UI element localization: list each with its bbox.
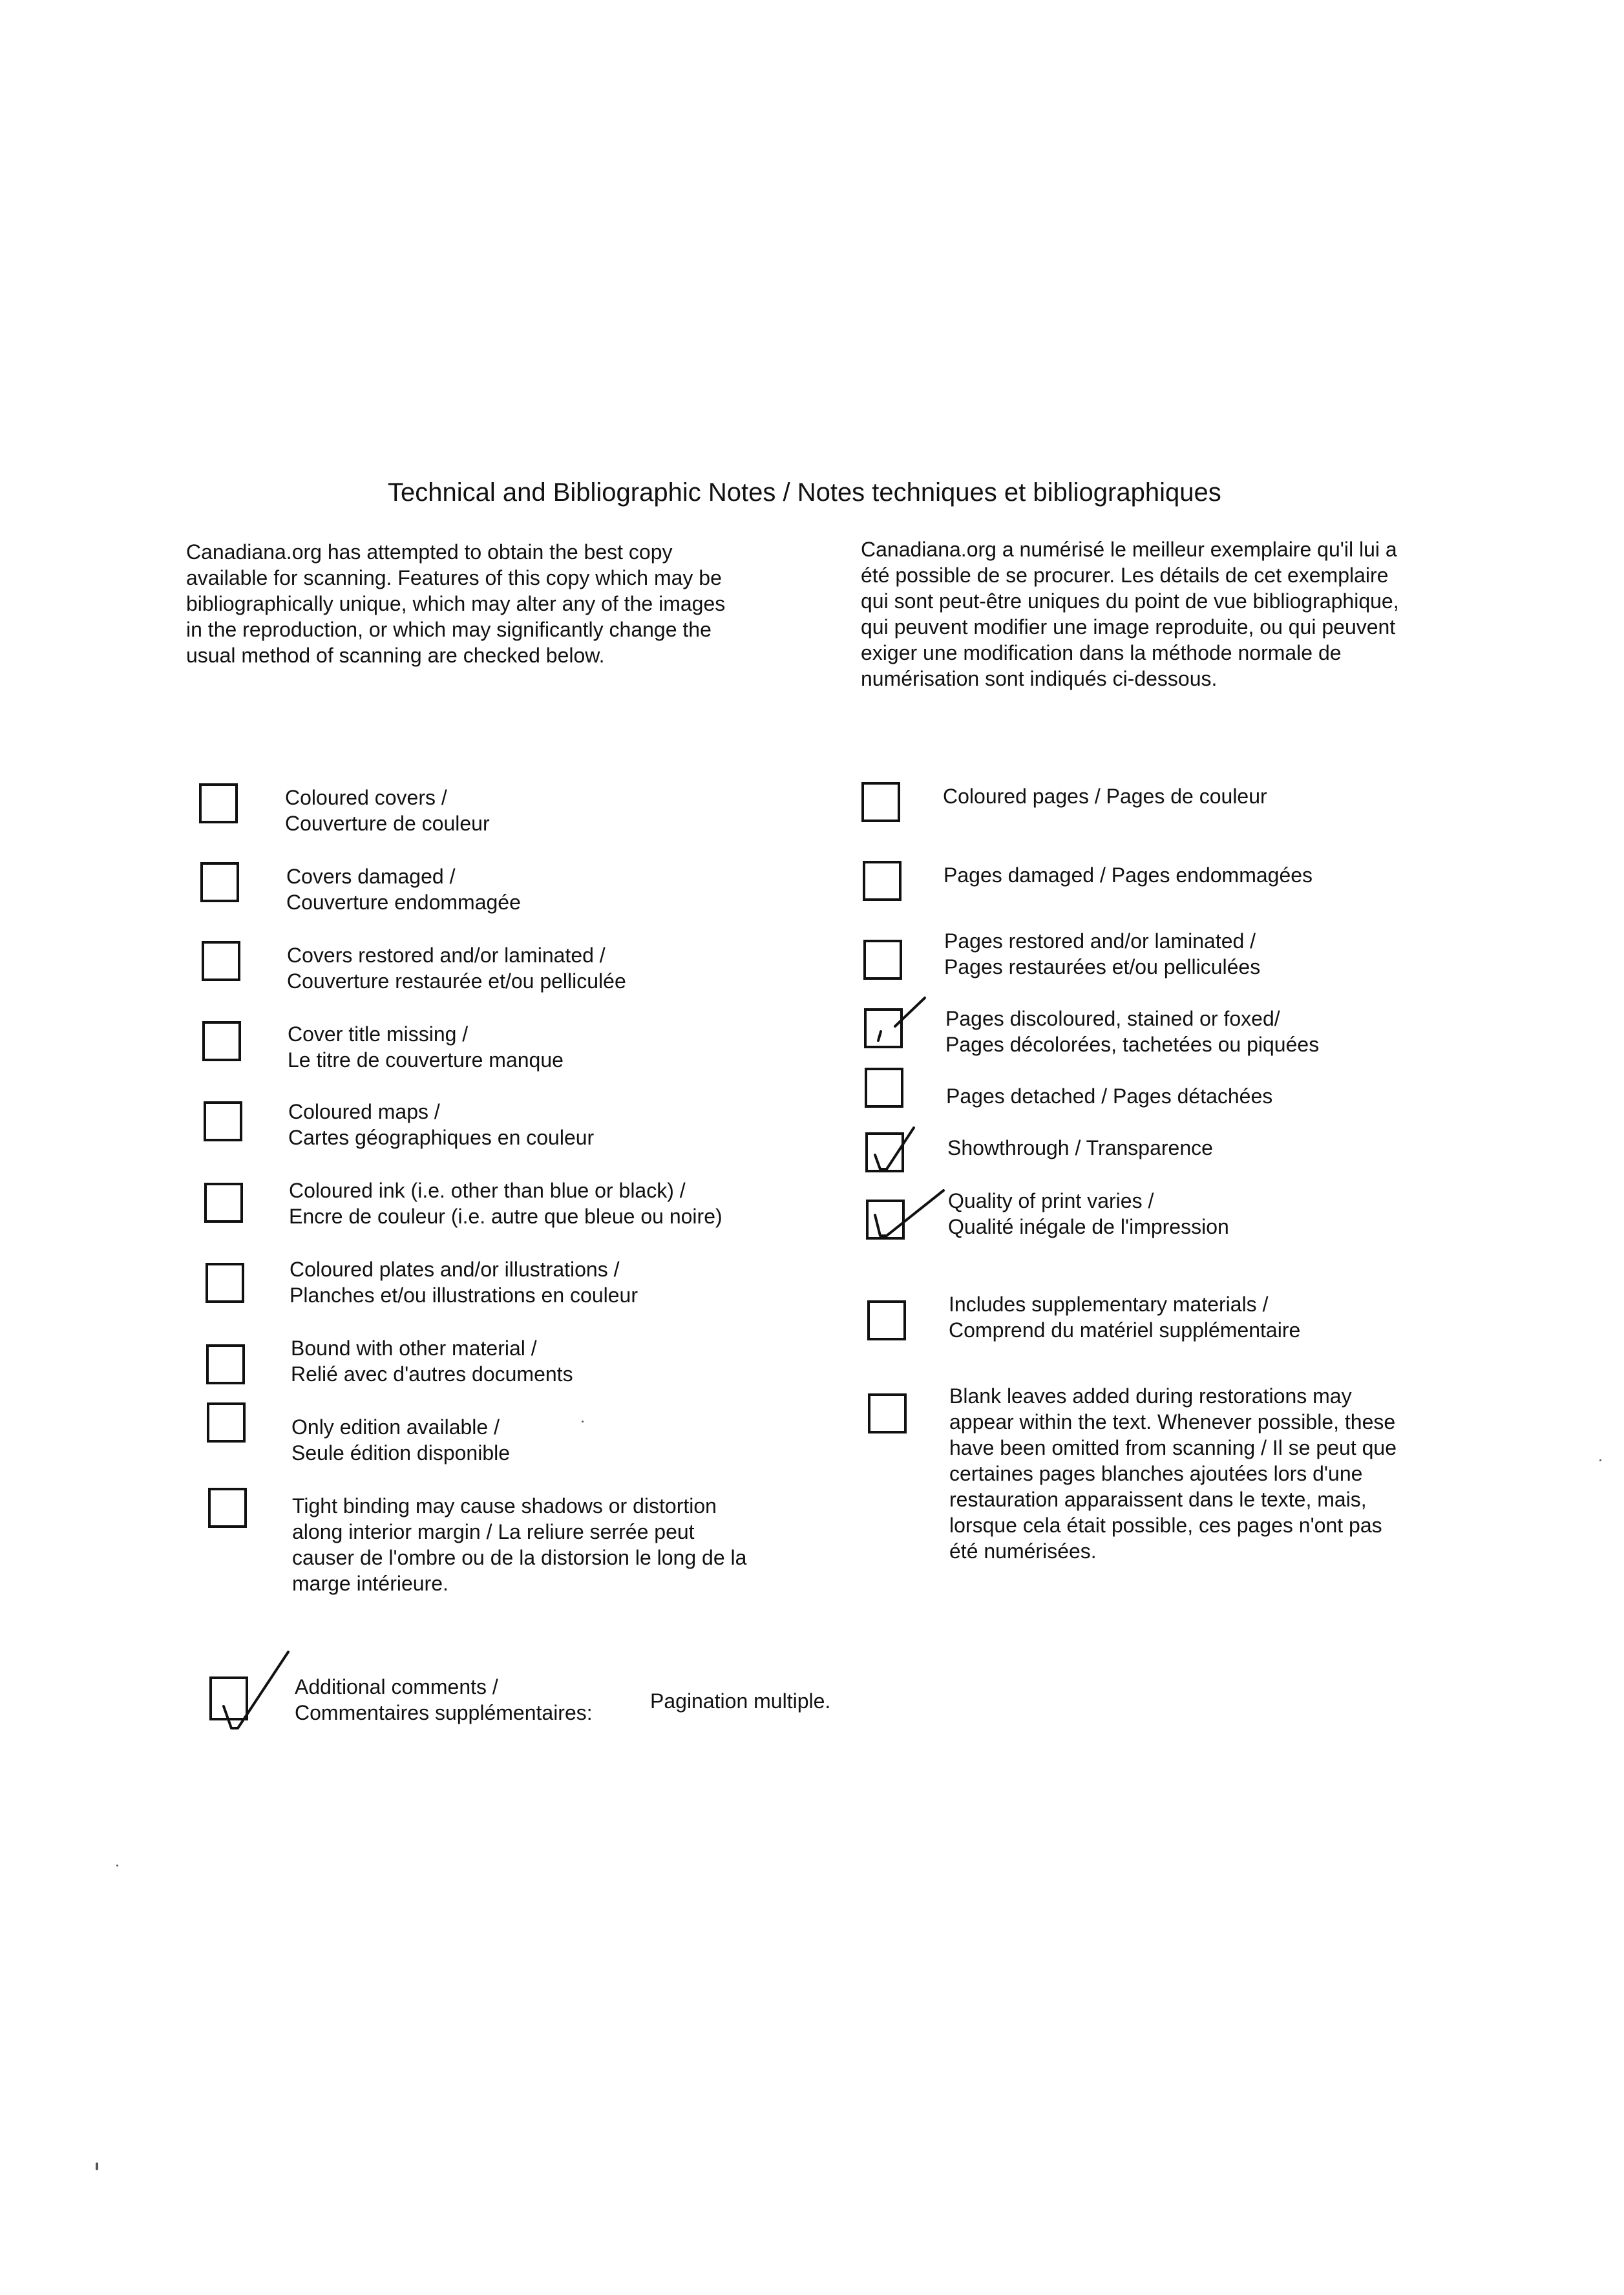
- label-pages-damaged: Pages damaged / Pages endommagées: [944, 863, 1313, 887]
- checkbox-coloured-ink[interactable]: [204, 1183, 243, 1223]
- label-coloured-covers: Coloured covers / Couverture de couleur: [285, 786, 490, 835]
- checkbox-pages-restored[interactable]: [863, 940, 902, 980]
- checkbox-covers-restored[interactable]: [202, 941, 240, 981]
- label-only-edition: Only edition available / Seule édition disponible: [291, 1415, 511, 1465]
- label-pages-discoloured: Pages discoloured, stained or foxed/ Pages décolorées, tachetées ou piquées: [945, 1007, 1320, 1056]
- label-showthrough: Showthrough / Transparence: [947, 1136, 1213, 1159]
- label-coloured-plates: Coloured plates and/or illustrations / Planches et/ou illustrations en couleur: [290, 1258, 638, 1307]
- label-supplementary: Includes supplementary materials / Comprend du matériel supplémentaire: [949, 1293, 1301, 1342]
- checkbox-cover-title-missing[interactable]: [202, 1021, 241, 1061]
- intro-english: Canadiana.org has attempted to obtain the best copy available for scanning. Features of this copy which may be bibliographically unique, which may alter any of the images in the reproduction, or which may significantly change the usual method of scanning are checked below.: [186, 540, 726, 667]
- label-coloured-maps: Coloured maps / Cartes géographiques en couleur: [288, 1100, 595, 1149]
- scan-speck: [582, 1421, 584, 1422]
- checkbox-pages-damaged[interactable]: [863, 861, 902, 901]
- checkbox-coloured-pages[interactable]: [861, 782, 900, 822]
- checkbox-blank-leaves[interactable]: [868, 1393, 907, 1433]
- label-pages-detached: Pages detached / Pages détachées: [946, 1084, 1273, 1108]
- checkmark-pages-discoloured-icon: [869, 995, 940, 1053]
- scan-speck: [96, 2163, 98, 2170]
- label-covers-damaged: Covers damaged / Couverture endommagée: [286, 865, 521, 914]
- label-additional-comments: Additional comments / Commentaires supplémentaires:: [295, 1675, 593, 1724]
- label-blank-leaves: Blank leaves added during restorations may appear within the text. Whenever possible, these have been omitted from scanning / Il se peut que certaines pages blanches ajoutées lors d'une restauration apparaissent dans le texte, mais, lorsque cela était possible, ces pages n'ont pas été numérisées.: [949, 1384, 1397, 1563]
- checkbox-pages-detached[interactable]: [865, 1068, 903, 1108]
- label-coloured-ink: Coloured ink (i.e. other than blue or black) / Encre de couleur (i.e. autre que bleue ou noire): [289, 1179, 722, 1228]
- label-pages-restored: Pages restored and/or laminated / Pages restaurées et/ou pelliculées: [944, 929, 1261, 978]
- label-quality-print: Quality of print varies / Qualité inégale de l'impression: [948, 1189, 1229, 1238]
- label-covers-restored: Covers restored and/or laminated / Couverture restaurée et/ou pelliculée: [287, 944, 626, 993]
- label-cover-title-missing: Cover title missing / Le titre de couverture manque: [288, 1022, 564, 1072]
- label-tight-binding: Tight binding may cause shadows or distortion along interior margin / La reliure serrée peut causer de l'ombre ou de la distorsion le long de la marge intérieure.: [292, 1494, 747, 1595]
- page-title: Technical and Bibliographic Notes / Notes techniques et bibliographiques: [388, 478, 1221, 507]
- label-coloured-pages: Coloured pages / Pages de couleur: [943, 785, 1267, 808]
- checkbox-tight-binding[interactable]: [208, 1488, 247, 1528]
- comments-value: Pagination multiple.: [650, 1689, 831, 1713]
- scan-speck: [1599, 1459, 1601, 1461]
- checkbox-supplementary[interactable]: [867, 1300, 906, 1340]
- checkbox-bound-with[interactable]: [206, 1344, 245, 1384]
- checkmark-additional-comments-icon: [207, 1648, 297, 1739]
- intro-french: Canadiana.org a numérisé le meilleur exemplaire qu'il lui a été possible de se procurer. Les détails de cet exemplaire qui sont peut-être uniques du point de vue bibliographique, qui peuvent modifier une image reproduite, ou qui peuvent exiger une modification dans la méthode normale de numérisation sont indiqués ci-dessous.: [861, 538, 1399, 690]
- checkbox-coloured-covers[interactable]: [199, 783, 238, 823]
- checkbox-covers-damaged[interactable]: [200, 862, 239, 902]
- checkmark-quality-print-icon: [866, 1183, 956, 1254]
- checkmark-showthrough-icon: [866, 1121, 937, 1186]
- checkbox-coloured-plates[interactable]: [206, 1263, 244, 1303]
- scan-speck: [116, 1865, 118, 1867]
- checkbox-coloured-maps[interactable]: [204, 1101, 242, 1141]
- label-bound-with: Bound with other material / Relié avec d'autres documents: [291, 1337, 573, 1386]
- checkbox-only-edition[interactable]: [207, 1402, 246, 1443]
